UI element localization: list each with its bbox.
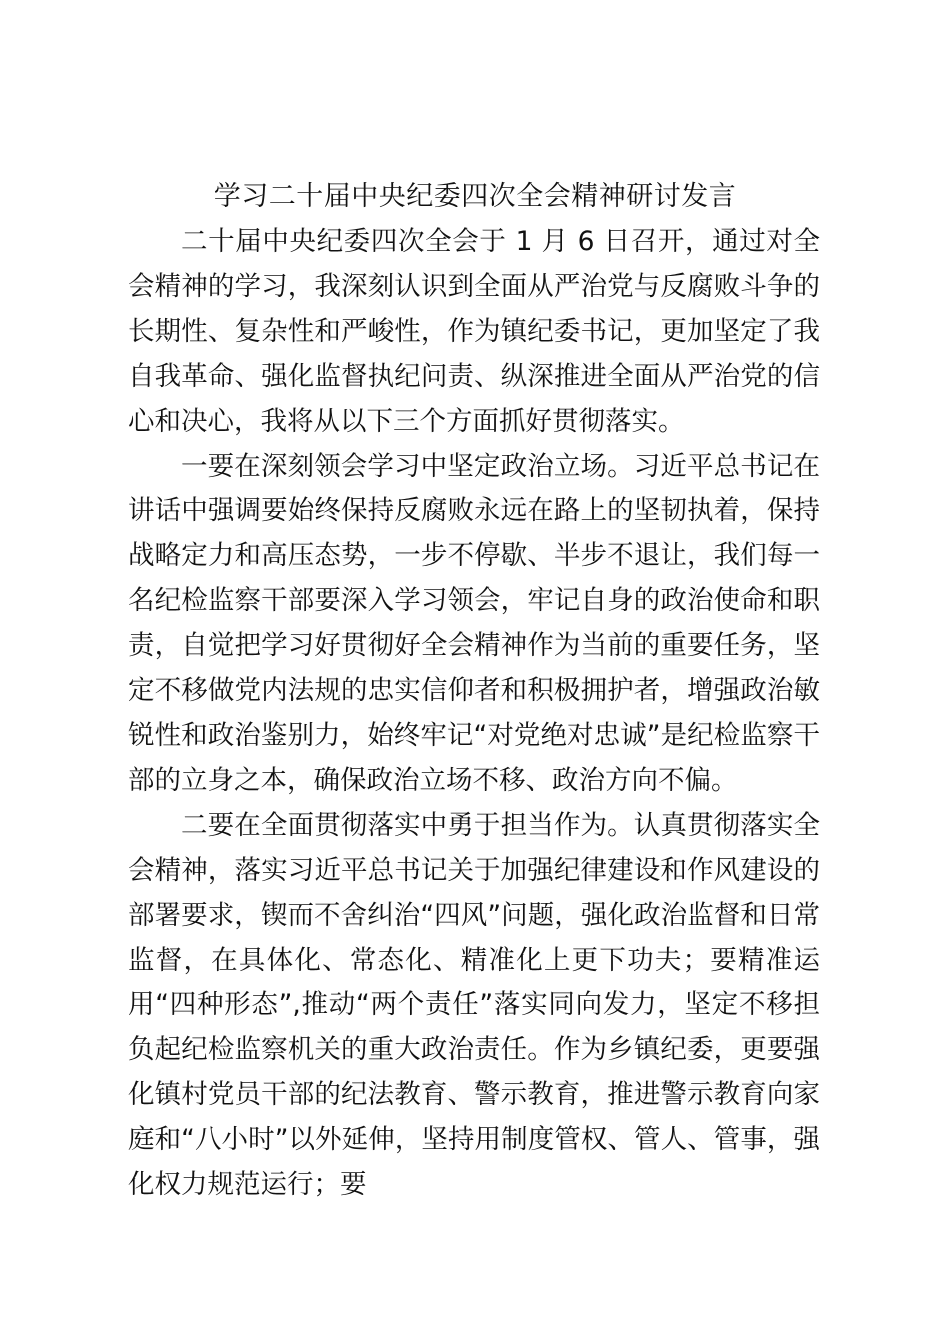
paragraph-intro: 二十届中央纪委四次全会于 1 月 6 日召开，通过对全会精神的学习，我深刻认识到全面从严治党与反腐败斗争的长期性、复杂性和严峻性，作为镇纪委书记，更加坚定了我自我革命、强化监督执纪问责、纵深推进全面从严治党的信心和决心，我将从以下三个方面抓好贯彻落实。 [128,226,820,437]
paragraph-point-two: 二要在全面贯彻落实中勇于担当作为。认真贯彻落实全会精神，落实习近平总书记关于加强纪律建设和作风建设的部署要求，锲而不舍纠治“四风”问题，强化政治监督和日常监督，在具体化、常态化、精准化上更下功夫；要精准运用“四种形态”,推动“两个责任”落实同向发力，坚定不移担负起纪检监察机关的重大政治责任。作为乡镇纪委，更要强化镇村党员干部的纪法教育、警示教育，推进警示教育向家庭和“八小时”以外延伸，坚持用制度管权、管人、管事，强化权力规范运行；要 [128,809,820,1201]
paragraph-point-one: 一要在深刻领会学习中坚定政治立场。习近平总书记在讲话中强调要始终保持反腐败永远在路上的坚韧执着，保持战略定力和高压态势，一步不停歇、半步不退让，我们每一名纪检监察干部要深入学习领会，牢记自身的政治使命和职责，自觉把学习好贯彻好全会精神作为当前的重要任务，坚定不移做党内法规的忠实信仰者和积极拥护者，增强政治敏锐性和政治鉴别力，始终牢记“对党绝对忠诚”是纪检监察干部的立身之本，确保政治立场不移、政治方向不偏。 [128,450,820,796]
document-body [128,220,820,1208]
document-title: 学习二十届中央纪委四次全会精神研讨发言 [213,181,737,212]
